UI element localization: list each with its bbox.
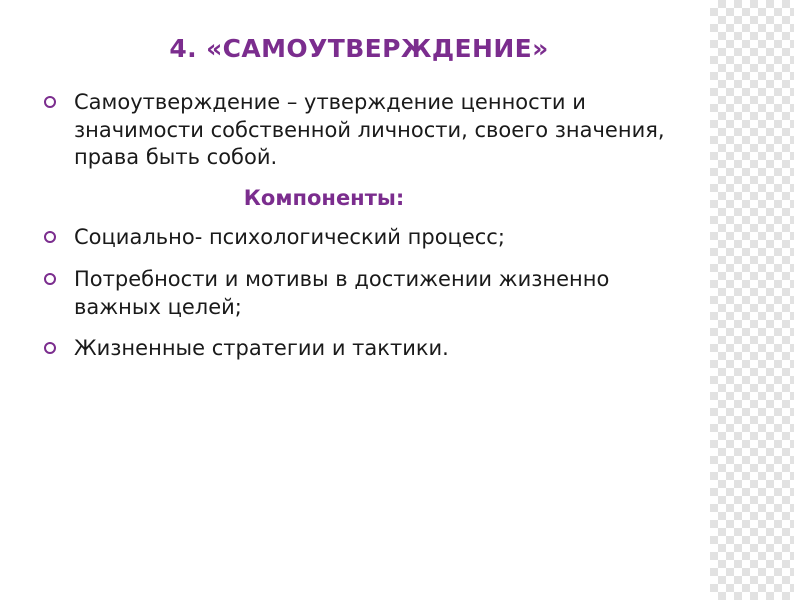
bullet-circle-icon: [44, 273, 56, 285]
bullet-list-components: [32, 224, 686, 363]
section-subheading: Компоненты:: [243, 186, 405, 211]
list-item: [32, 335, 686, 363]
list-item: [32, 224, 686, 252]
list-item-label: Социально- психологический процесс;: [74, 225, 505, 250]
list-item-label: Самоутверждение – утверждение ценности и значимости собственной личности, своего значения, права быть собой.: [74, 90, 665, 170]
bullet-circle-icon: [44, 342, 56, 354]
bullet-list-intro: [32, 89, 686, 172]
bullet-circle-icon: [44, 96, 56, 108]
decorative-checkered-band: [710, 0, 800, 600]
list-item-label: Потребности и мотивы в достижении жизненно важных целей;: [74, 266, 610, 319]
bullet-circle-icon: [44, 231, 56, 243]
list-item: [32, 89, 686, 172]
page-title: 4. «САМОУТВЕРЖДЕНИЕ»: [169, 34, 549, 63]
decorative-band-edge: [794, 0, 800, 600]
list-item: [32, 266, 686, 321]
list-item-label: Жизненные стратегии и тактики.: [74, 336, 449, 361]
